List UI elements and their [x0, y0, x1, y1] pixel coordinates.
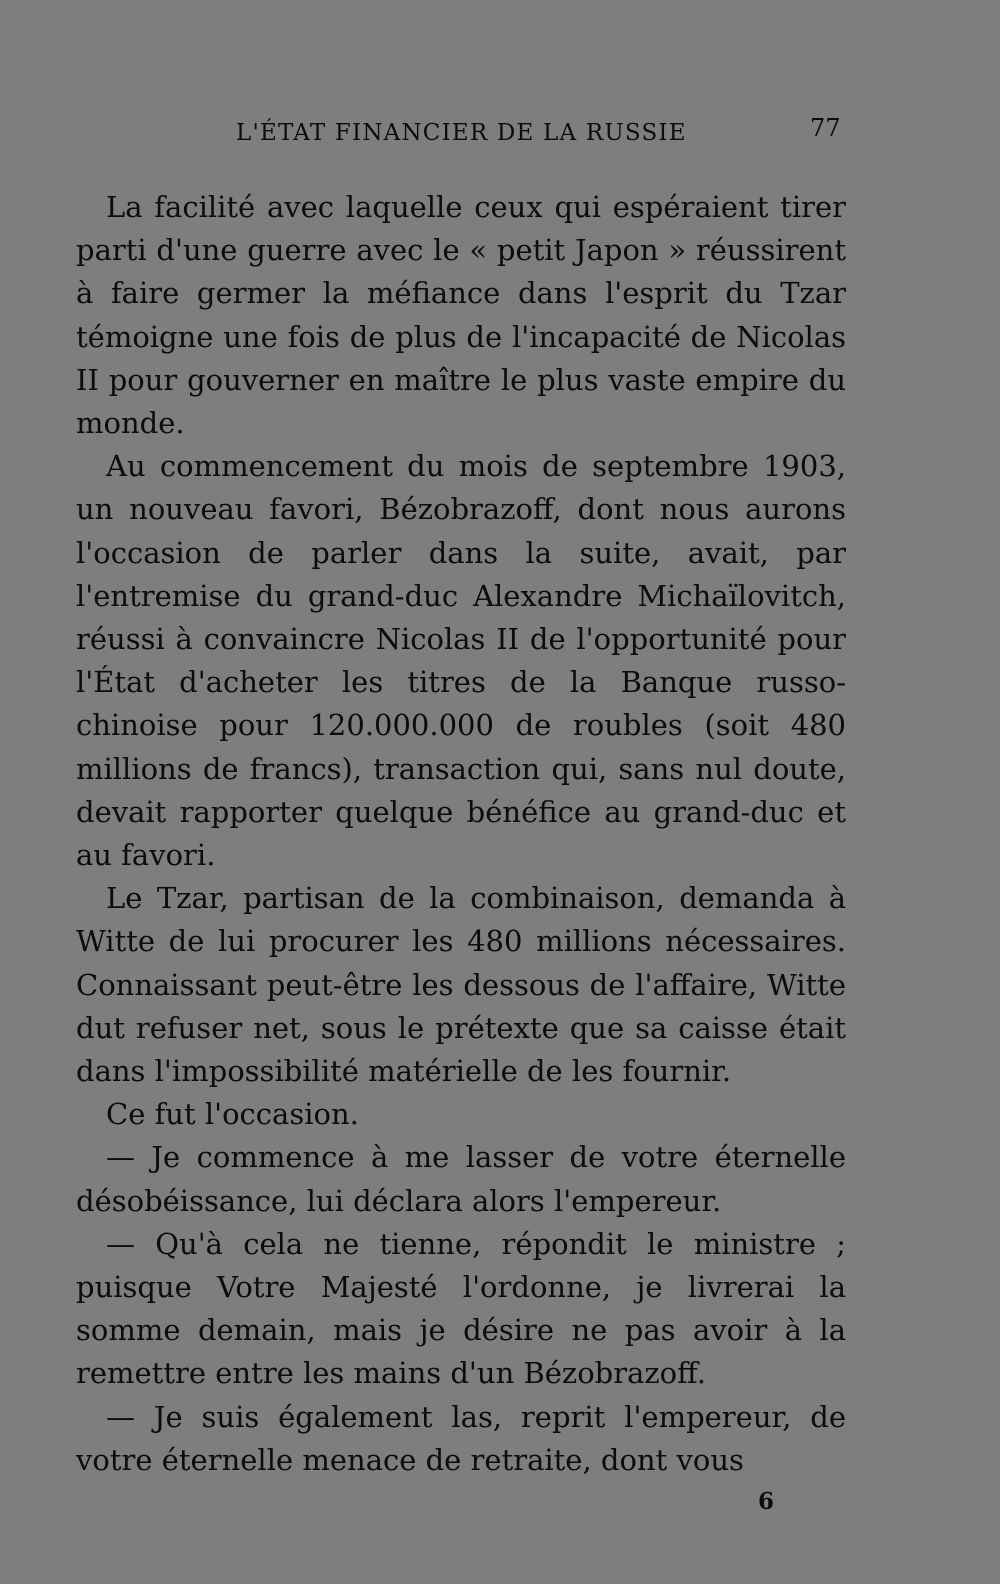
- running-title: L'ÉTAT FINANCIER DE LA RUSSIE: [236, 120, 687, 146]
- paragraph: — Je suis également las, reprit l'empereur, de votre éternelle menace de retraite, dont vous: [76, 1399, 846, 1477]
- signature-mark: 6: [758, 1488, 775, 1515]
- paragraph: Au commencement du mois de septembre 1903, un nouveau favori, Bézobrazoff, dont nous aurons l'occasion de parler dans la suite, avait, par l'entremise du grand-duc Alexandre Michaïlovitch, réussi à convaincre Nicolas II de l'opportunité pour l'État d'acheter les titres de la Banque russo-chinoise pour 120.000.000 de roubles (soit 480 millions de francs), transaction qui, sans nul doute, devait rapporter quelque bénéfice au grand-duc et au favori.: [76, 449, 846, 873]
- paragraph: Ce fut l'occasion.: [106, 1097, 359, 1132]
- body-text: [76, 186, 846, 1482]
- paragraph: La facilité avec laquelle ceux qui espéraient tirer parti d'une guerre avec le « petit Japon » réussirent à faire germer la méfiance dans l'esprit du Tzar témoigne une fois de plus de l'incapacité de Nicolas II pour gouverner en maître le plus vaste empire du monde.: [76, 190, 846, 441]
- paragraph: — Je commence à me lasser de votre éternelle désobéissance, lui déclara alors l'empereur.: [76, 1140, 846, 1218]
- paragraph: Le Tzar, partisan de la combinaison, demanda à Witte de lui procurer les 480 millions nécessaires. Connaissant peut-être les dessous de l'affaire, Witte dut refuser net, sous le prétexte que sa caisse était dans l'impossibilité matérielle de les fournir.: [76, 881, 846, 1089]
- page-number: 77: [810, 114, 841, 142]
- paragraph: — Qu'à cela ne tienne, répondit le ministre ; puisque Votre Majesté l'ordonne, je livrerai la somme demain, mais je désire ne pas avoir à la remettre entre les mains d'un Bézobrazoff.: [76, 1226, 846, 1391]
